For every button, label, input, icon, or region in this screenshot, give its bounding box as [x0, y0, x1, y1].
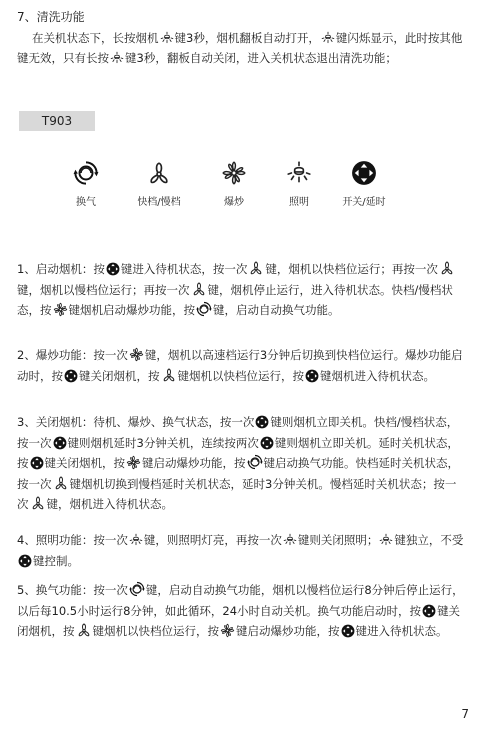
sec1-text-g: 键，启动自动换气功能。 — [213, 303, 340, 317]
sec2-text-c: 键关闭烟机，按 — [79, 368, 160, 383]
light-icon — [321, 31, 335, 45]
stir-fry-icon — [53, 302, 68, 317]
button-label-stir-fry: 爆炒 — [224, 197, 244, 208]
sec5-text-c: 键关闭烟机，按 — [17, 603, 461, 638]
sec3-text-e: 键关闭烟机，按 — [44, 456, 125, 470]
sec4-text-b: 键，则照明灯亮，再按一次 — [143, 533, 282, 547]
fan-icon — [439, 260, 455, 276]
power-delay-icon — [53, 436, 67, 450]
button-label-ventilation: 换气 — [76, 197, 96, 208]
power-delay-icon — [305, 369, 319, 383]
button-label-fan-speed: 快档/慢档 — [137, 197, 181, 208]
sec3-text-a: 3、关闭烟机：待机、爆炒、换气状态，按一次 — [17, 415, 255, 429]
power-delay-icon — [260, 436, 274, 450]
intro-text-4: 键3秒，翻板自动关闭，进入关机状态退出清洗功能； — [125, 51, 397, 65]
model-label: T903 — [19, 111, 95, 131]
sec2-text-e: 键烟机进入待机状态。 — [320, 368, 435, 383]
fan-icon — [191, 281, 207, 297]
sec1-text-c: 键，烟机以快档位运行；再按一次 — [265, 262, 438, 276]
intro-text-2: 键3秒，烟机翻板自动打开， — [174, 31, 320, 45]
stir-fry-icon — [221, 160, 247, 186]
fan-icon — [146, 160, 172, 186]
light-icon — [379, 533, 393, 547]
power-delay-icon — [341, 624, 355, 638]
sec4-text-c: 键则关闭照明； — [297, 533, 379, 547]
power-delay-icon — [18, 554, 32, 568]
sec2-text-a: 2、爆炒功能：按一次 — [17, 348, 128, 362]
sec4-text-e: 键控制。 — [33, 553, 79, 568]
sec2-text-b: 键，烟机以高速档运行3分钟后切换到快档位运行。爆炒功能启动时，按 — [17, 348, 463, 383]
section-5-ventilation — [17, 580, 467, 642]
sec5-text-e: 键启动爆炒功能，按 — [236, 624, 340, 638]
sec3-text-h: 键烟机切换到慢档延时关机状态，延时3分钟关机。慢档延时关机状态；按一次 — [17, 476, 457, 511]
intro-text-3: 键闪烁显示，此时按其他键无效，只有长按 — [17, 31, 463, 65]
sec3-text-d: 键则烟机立即关机。延时关机状态，按 — [17, 435, 459, 470]
ventilation-icon — [247, 454, 263, 470]
power-delay-icon — [422, 604, 436, 618]
sec1-text-a: 1、启动烟机：按 — [17, 262, 105, 276]
ventilation-icon — [129, 581, 145, 597]
ventilation-icon — [196, 301, 212, 317]
button-power-delay[interactable] — [334, 160, 394, 208]
power-delay-icon — [106, 262, 120, 276]
cleaning-intro — [17, 28, 472, 68]
sec1-text-b: 键进入待机状态，按一次 — [120, 262, 248, 276]
sec4-text-d: 键独立，不受 — [394, 533, 464, 547]
stir-fry-icon — [129, 347, 144, 362]
light-icon — [110, 51, 124, 65]
sec1-text-f: 键烟机启动爆炒功能，按 — [68, 303, 195, 317]
light-icon — [129, 533, 143, 547]
sec2-text-d: 键烟机以快档位运行，按 — [177, 368, 304, 383]
sec3-text-c: 键则烟机延时3分钟关机，连续按两次 — [67, 435, 259, 450]
light-icon — [286, 160, 312, 186]
sec5-text-a: 5、换气功能：按一次 — [17, 583, 128, 597]
button-fan-speed[interactable] — [129, 160, 189, 208]
sec4-text-a: 4、照明功能：按一次 — [17, 533, 128, 547]
sec3-text-i: 键，烟机进入待机状态。 — [46, 497, 173, 511]
sec5-text-f: 键进入待机状态。 — [355, 624, 448, 638]
power-delay-icon — [30, 456, 44, 470]
section-4-lighting — [17, 530, 467, 571]
sec5-text-d: 键烟机以快档位运行，按 — [92, 624, 219, 638]
section-2-stir-fry — [17, 345, 467, 386]
sec3-text-g: 键启动换气功能。快档延时关机状态，按一次 — [17, 456, 459, 491]
power-delay-icon — [351, 160, 377, 186]
page-number: 7 — [461, 707, 469, 721]
section-3-shutdown — [17, 412, 467, 515]
fan-icon — [76, 622, 92, 638]
power-delay-icon — [64, 369, 78, 383]
power-delay-icon — [255, 415, 269, 429]
section-title: 7、清洗功能 — [17, 10, 85, 24]
sec1-text-e: 键，烟机停止运行，进入待机状态。快档/慢档状态，按 — [17, 282, 453, 317]
sec5-text-b: 键，启动自动换气功能，烟机以慢档位运行8分钟后停止运行，以后每10.5小时运行8分钟，如此循环，24小时自动关机。换气功能启动时，按 — [17, 583, 464, 618]
fan-icon — [161, 367, 177, 383]
light-icon — [160, 31, 174, 45]
button-stir-fry[interactable] — [204, 160, 264, 208]
stir-fry-icon — [126, 455, 141, 470]
fan-icon — [30, 495, 46, 511]
light-icon — [283, 533, 297, 547]
sec3-text-b: 键则烟机立即关机。快档/慢档状态，按一次 — [17, 415, 459, 450]
sec1-text-d: 键，烟机以慢档位运行；再按一次 — [17, 282, 190, 297]
button-label-light: 照明 — [289, 197, 309, 208]
control-panel-buttons — [64, 160, 408, 210]
ventilation-icon — [73, 160, 99, 186]
fan-icon — [248, 260, 264, 276]
intro-text-1: 在关机状态下，长按烟机 — [32, 31, 159, 45]
button-ventilation[interactable] — [56, 160, 116, 208]
sec3-text-f: 键启动爆炒功能，按 — [142, 456, 246, 470]
stir-fry-icon — [220, 623, 235, 638]
button-label-power-delay: 开关/延时 — [342, 197, 386, 208]
button-light[interactable] — [269, 160, 329, 208]
section-1-start — [17, 259, 467, 321]
fan-icon — [53, 475, 69, 491]
